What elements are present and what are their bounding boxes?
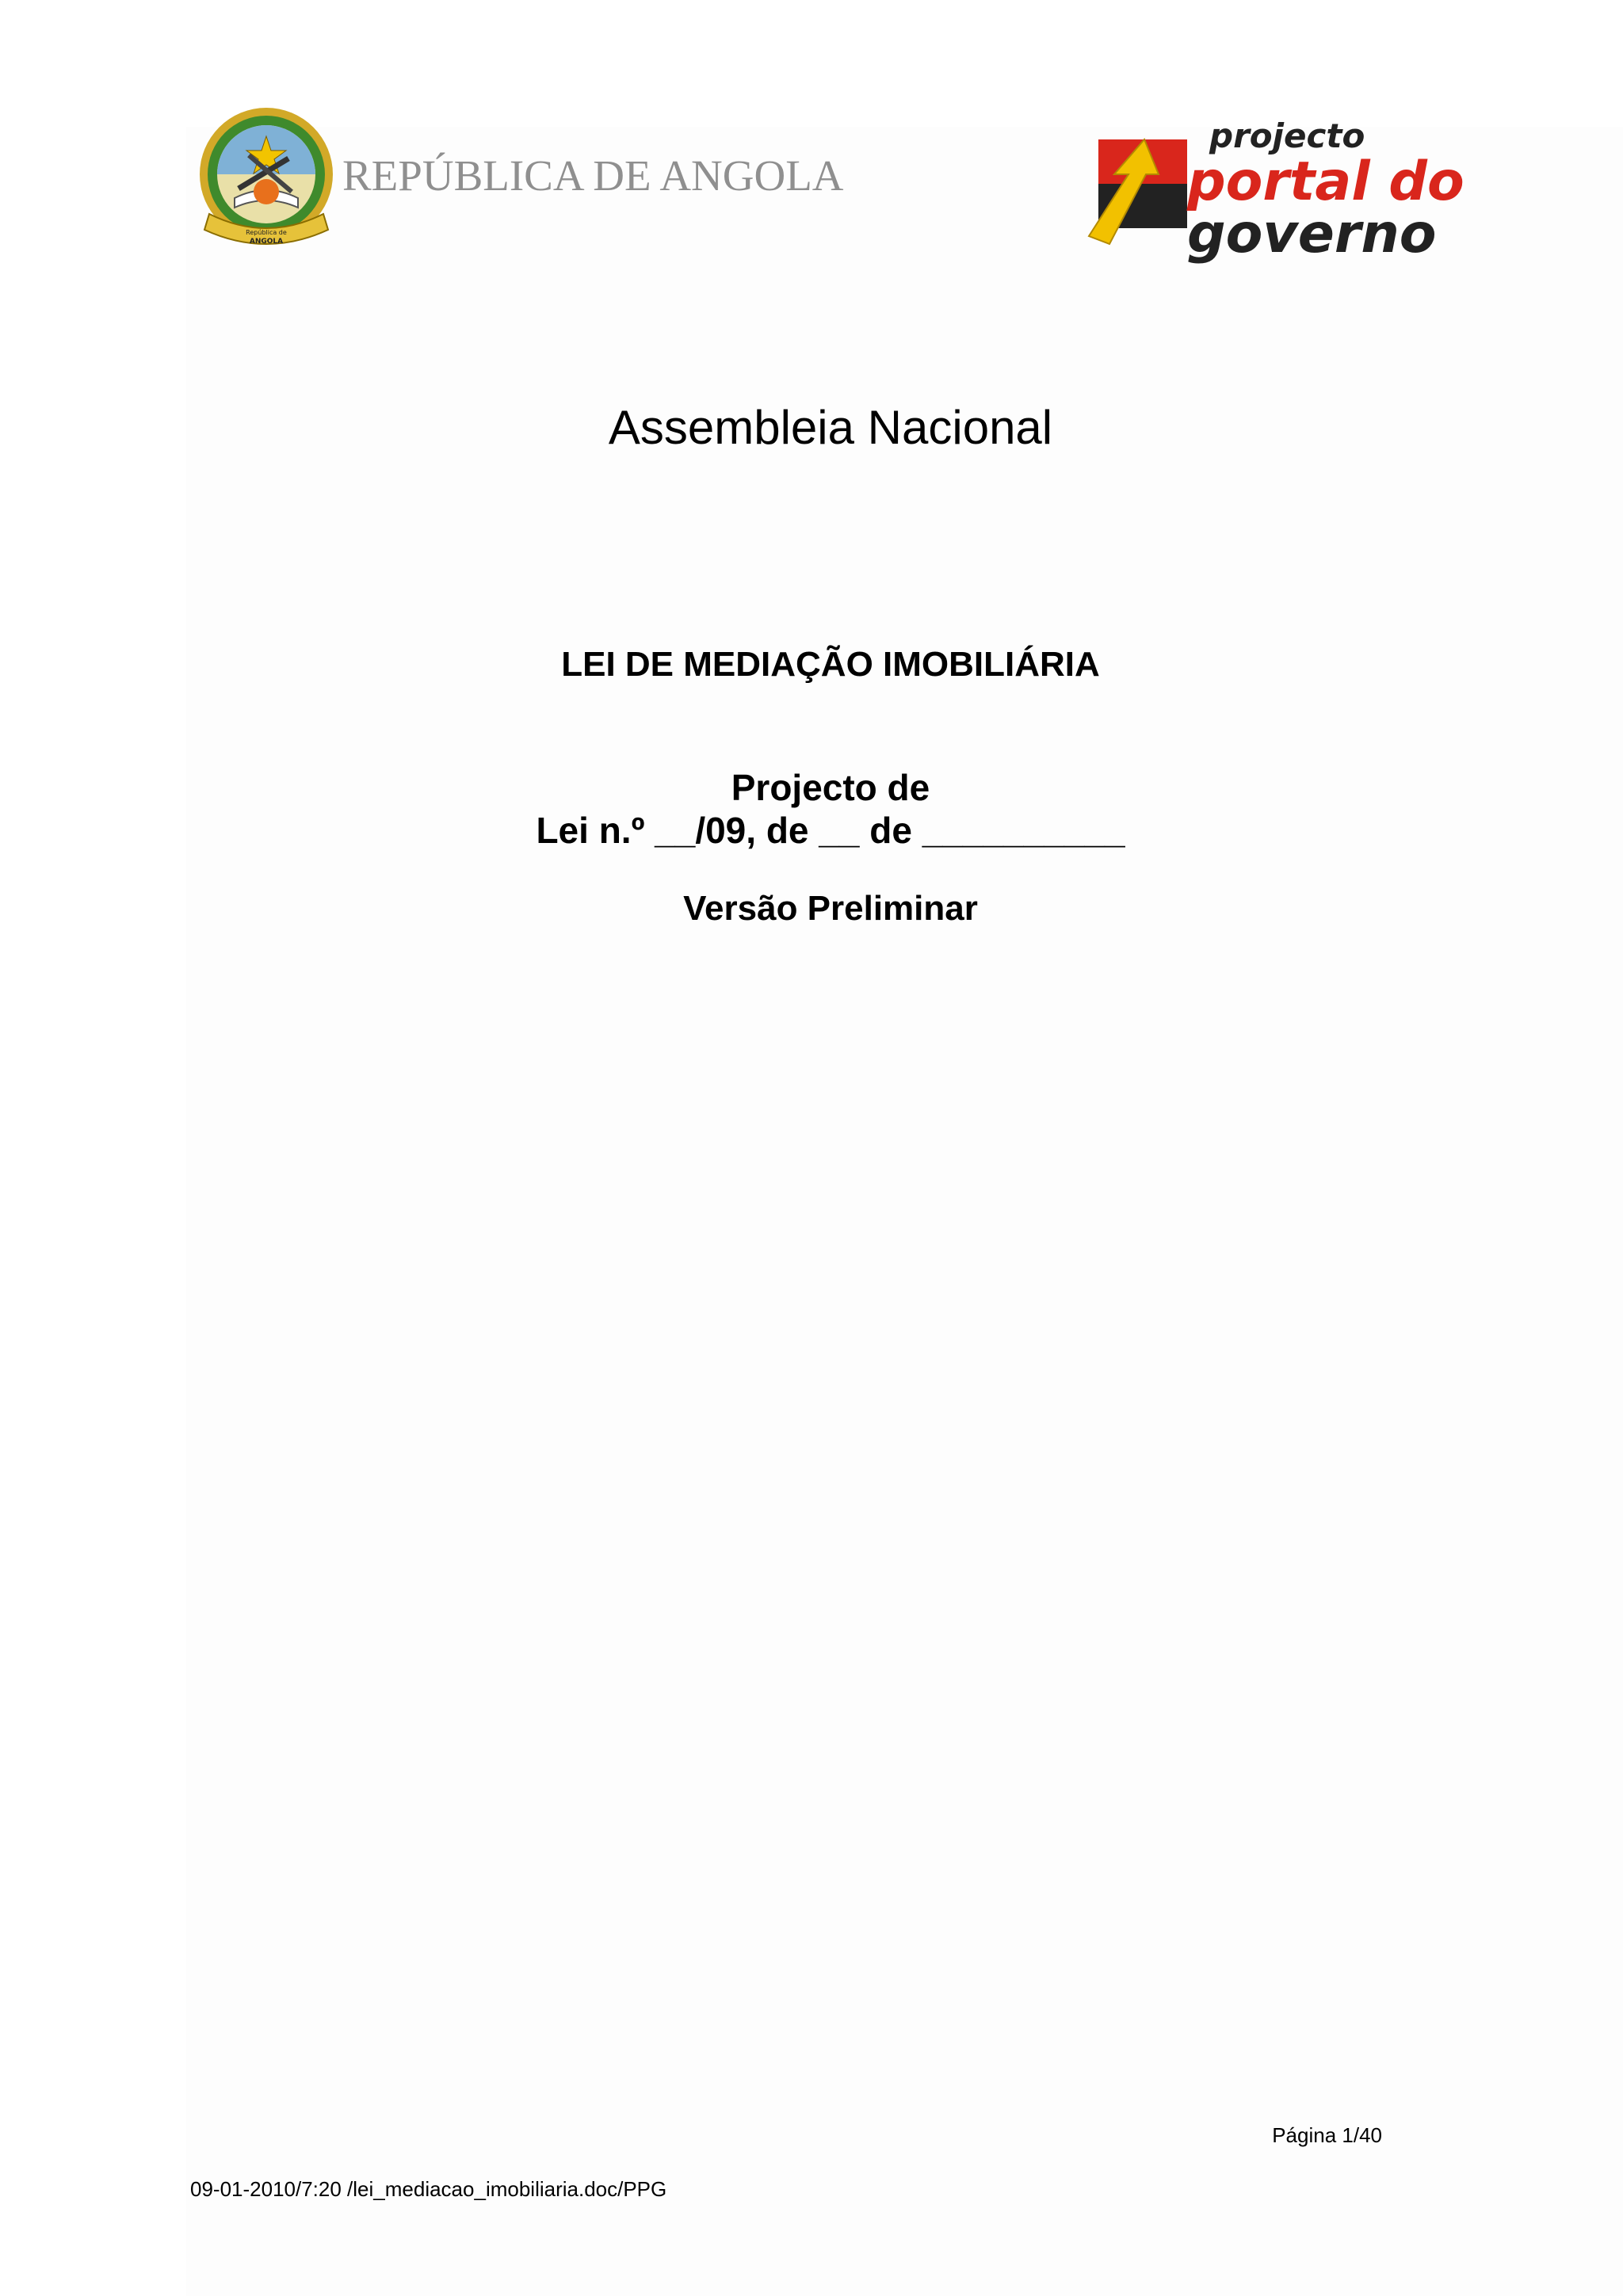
portal-logo-line1: projecto bbox=[1209, 116, 1365, 155]
law-title: LEI DE MEDIAÇÃO IMOBILIÁRIA bbox=[561, 645, 1100, 684]
emblem-text-top: República de bbox=[246, 229, 287, 236]
law-number: Lei n.º __/09, de __ de __________ bbox=[536, 810, 1125, 851]
angola-coat-of-arms-icon bbox=[195, 103, 338, 258]
page-number: Página 1/40 bbox=[1272, 2123, 1382, 2147]
version-label: Versão Preliminar bbox=[683, 889, 978, 928]
assembly-heading: Assembleia Nacional bbox=[608, 401, 1053, 454]
republic-label: REPÚBLICA DE ANGOLA bbox=[342, 151, 844, 200]
portal-logo-line3: governo bbox=[1187, 203, 1437, 265]
footer-file-info: 09-01-2010/7:20 /lei_mediacao_imobiliaria.doc/PPG bbox=[190, 2177, 667, 2201]
project-label: Projecto de bbox=[731, 767, 930, 808]
portal-do-governo-logo bbox=[1083, 111, 1479, 269]
portal-logo-line2: portal do bbox=[1187, 151, 1465, 213]
emblem-text-bottom: ANGOLA bbox=[249, 238, 284, 246]
